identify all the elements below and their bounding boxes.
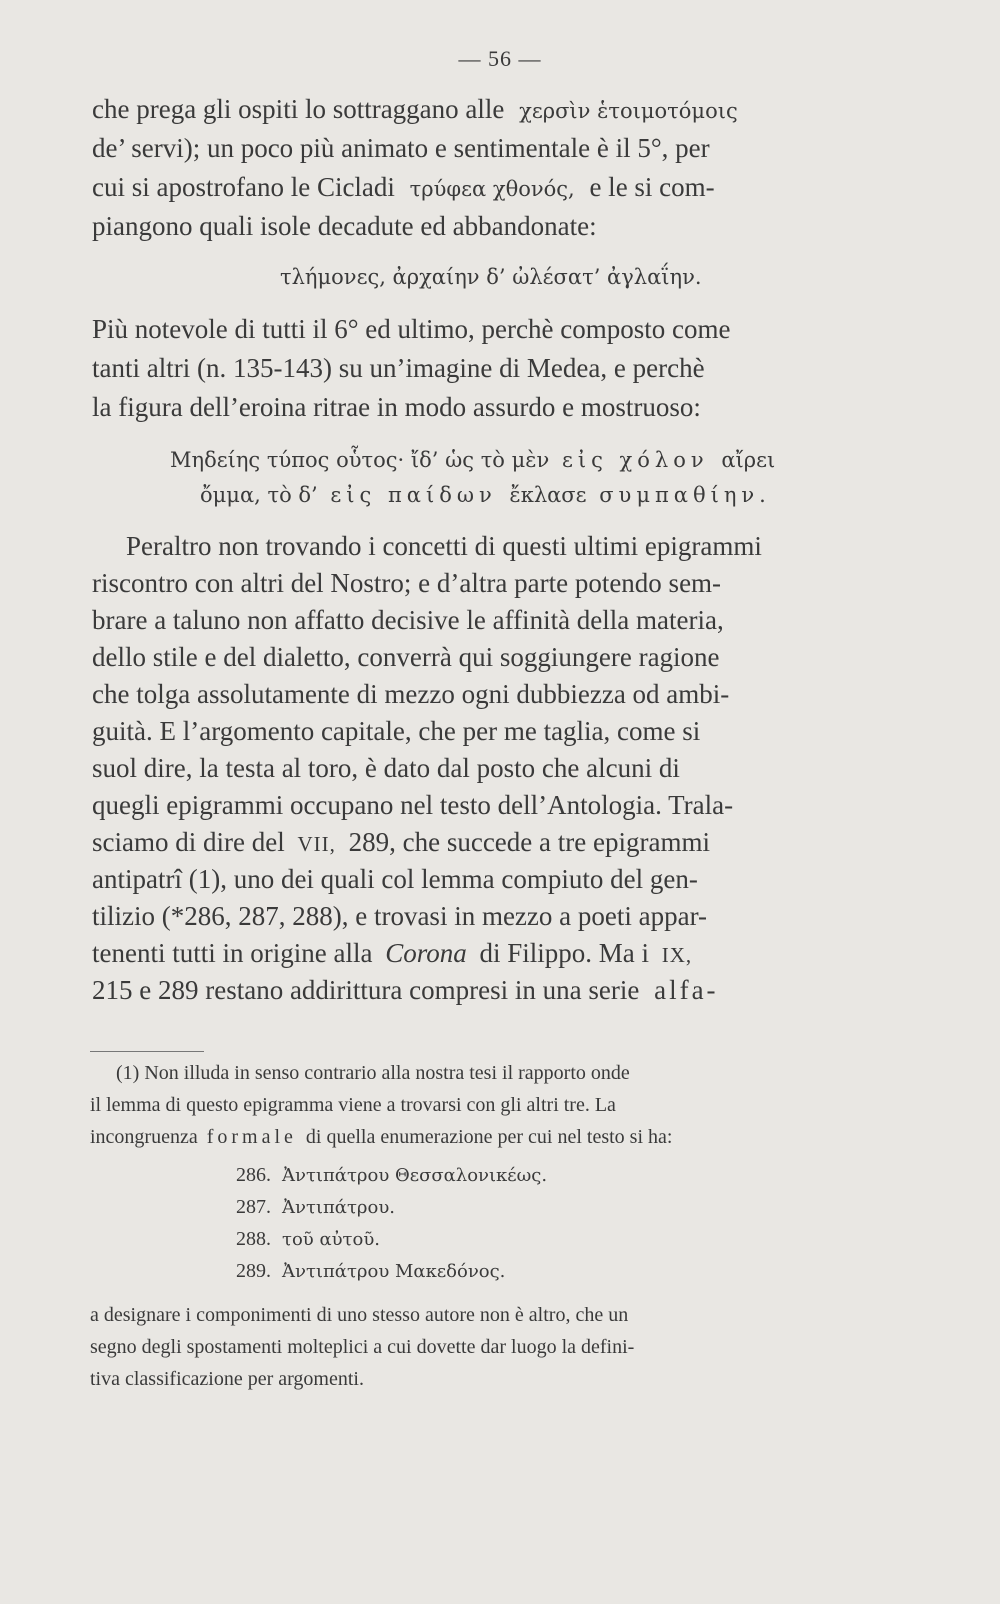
list-text: Ἀντιπάτρου Θεσσαλονικέως. bbox=[282, 1165, 548, 1186]
text-segment: e le si com- bbox=[589, 172, 715, 202]
list-number: 289. bbox=[236, 1260, 271, 1282]
text-line: la figura dell’eroina ritrae in modo assurdo e mostruoso: bbox=[92, 392, 701, 422]
text-line bbox=[92, 827, 710, 858]
text-line bbox=[92, 938, 692, 969]
text-line: dello stile e del dialetto, converrà qui soggiungere ragione bbox=[92, 642, 720, 672]
text-line bbox=[92, 94, 738, 125]
text-line bbox=[92, 975, 719, 1006]
greek-quotation: τλήμονες, ἀρχαίην δ’ ὠλέσατ’ ἀγλαΐην. bbox=[280, 265, 702, 289]
page-number: — 56 — bbox=[458, 46, 542, 71]
footnote-list-item bbox=[236, 1228, 380, 1251]
text-line: Peraltro non trovando i concetti di questi ultimi epigrammi bbox=[126, 531, 762, 561]
small-caps-segment: VII, bbox=[297, 832, 336, 856]
text-line: suol dire, la testa al toro, è dato dal posto che alcuni di bbox=[92, 753, 680, 783]
italic-title: Corona bbox=[385, 938, 467, 968]
text-line: che tolga assolutamente di mezzo ogni dubbiezza od ambi- bbox=[92, 679, 730, 709]
greek-segment: Μηδείης τύπος οὗτος· ἴδ’ ὡς τὸ μὲν bbox=[170, 448, 550, 472]
text-line: guità. E l’argomento capitale, che per me taglia, come si bbox=[92, 716, 701, 746]
greek-spaced-segment: εἰς χόλον bbox=[562, 448, 709, 472]
text-line: tilizio (*286, 287, 288), e trovasi in mezzo a poeti appar- bbox=[92, 901, 708, 931]
greek-segment: ἔκλασε bbox=[509, 483, 587, 507]
text-segment: tenenti tutti in origine alla bbox=[92, 938, 373, 968]
footnote-line: segno degli spostamenti molteplici a cui dovette dar luogo la defini- bbox=[90, 1336, 635, 1358]
text-segment: cui si apostrofano le Cicladi bbox=[92, 172, 395, 202]
list-text: Ἀντιπάτρου Μακεδόνος. bbox=[282, 1261, 506, 1282]
text-line bbox=[92, 172, 715, 203]
footnote-line: (1) Non illuda in senso contrario alla nostra tesi il rapporto onde bbox=[116, 1062, 630, 1084]
text-segment: di Filippo. Ma i bbox=[479, 938, 649, 968]
text-segment: che prega gli ospiti lo sottraggano alle bbox=[92, 94, 505, 124]
greek-spaced-segment: εἰς παίδων bbox=[330, 483, 497, 507]
greek-phrase: χερσὶν ἑτοιμοτόμοις bbox=[519, 99, 738, 123]
list-number: 288. bbox=[236, 1228, 271, 1250]
footnote-line: tiva classificazione per argomenti. bbox=[90, 1368, 364, 1390]
greek-segment: ὄμμα, τὸ δ’ bbox=[200, 483, 318, 507]
text-segment: sciamo di dire del bbox=[92, 827, 285, 857]
list-text: Ἀντιπάτρου. bbox=[282, 1197, 395, 1218]
text-segment: 215 e 289 restano addirittura compresi in una serie bbox=[92, 975, 640, 1005]
text-segment: 289, che succede a tre epigrammi bbox=[348, 827, 710, 857]
text-line: de’ servi); un poco più animato e sentimentale è il 5°, per bbox=[92, 133, 710, 163]
spaced-segment: formale bbox=[206, 1126, 297, 1148]
greek-segment: αἴρει bbox=[721, 448, 776, 472]
footnote-separator bbox=[90, 1051, 204, 1052]
list-number: 286. bbox=[236, 1164, 271, 1186]
footnote-list-item bbox=[236, 1164, 547, 1187]
greek-phrase: τρύφεα χθονός, bbox=[409, 177, 575, 201]
footnote-list-item bbox=[236, 1196, 395, 1219]
text-segment: di quella enumerazione per cui nel testo si ha: bbox=[305, 1126, 673, 1148]
text-line: brare a taluno non affatto decisive le affinità della materia, bbox=[92, 605, 724, 635]
text-line: riscontro con altri del Nostro; e d’altra parte potendo sem- bbox=[92, 568, 722, 598]
text-line: antipatrî (1), uno dei quali col lemma compiuto del gen- bbox=[92, 864, 698, 894]
text-segment: incongruenza bbox=[90, 1126, 198, 1148]
text-line: piangono quali isole decadute ed abbandonate: bbox=[92, 211, 597, 241]
text-line: quegli epigrammi occupano nel testo dell’Antologia. Trala- bbox=[92, 790, 734, 820]
footnote-line bbox=[90, 1126, 672, 1149]
list-number: 287. bbox=[236, 1196, 271, 1218]
greek-spaced-segment: συμπαθίην. bbox=[599, 483, 771, 507]
list-text: τοῦ αὐτοῦ. bbox=[282, 1229, 381, 1250]
spaced-segment: alfa- bbox=[654, 975, 719, 1005]
greek-quotation bbox=[200, 483, 771, 507]
footnote-line: il lemma di questo epigramma viene a trovarsi con gli altri tre. La bbox=[90, 1094, 616, 1116]
greek-quotation bbox=[170, 448, 775, 472]
footnote-list-item bbox=[236, 1260, 505, 1283]
footnote-line: a designare i componimenti di uno stesso autore non è altro, che un bbox=[90, 1304, 629, 1326]
text-line: Più notevole di tutti il 6° ed ultimo, perchè composto come bbox=[92, 314, 731, 344]
small-caps-segment: IX, bbox=[661, 943, 693, 967]
text-line: tanti altri (n. 135-143) su un’imagine di Medea, e perchè bbox=[92, 353, 705, 383]
